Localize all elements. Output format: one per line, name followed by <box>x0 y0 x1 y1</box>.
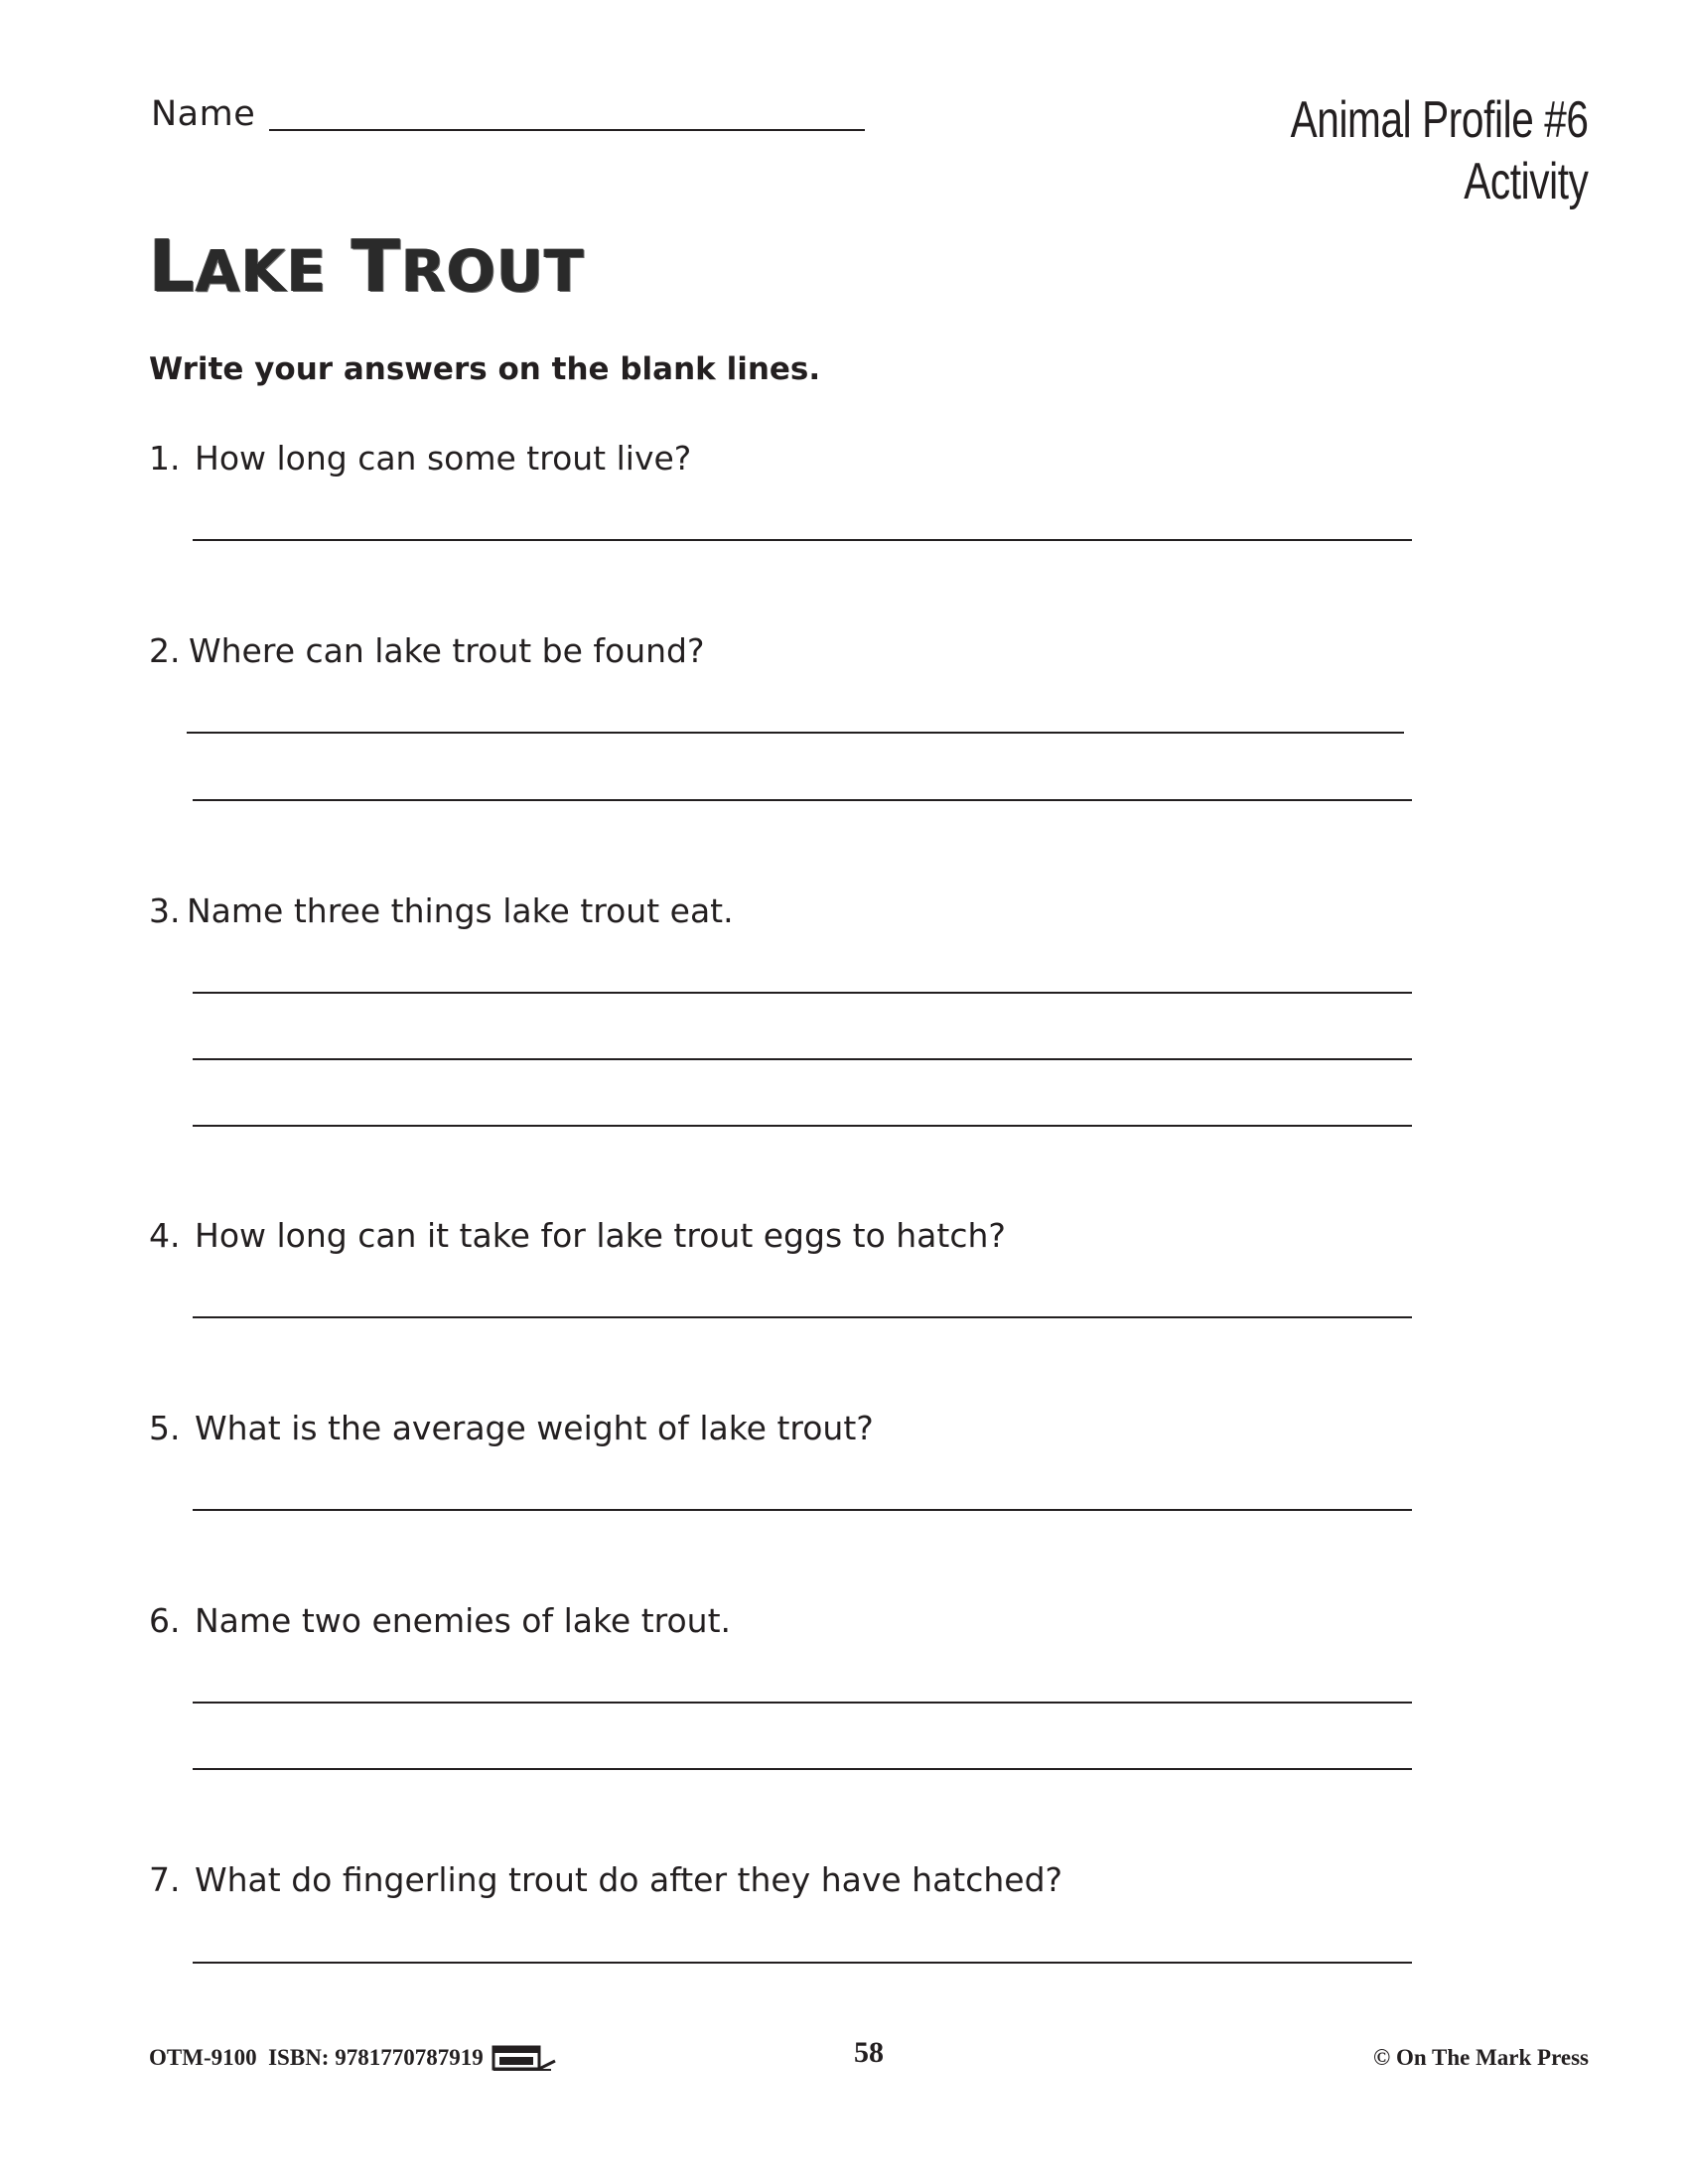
question-1 <box>149 437 691 480</box>
question-number: 5. <box>149 1409 181 1447</box>
copyright: © On The Mark Press <box>1373 2045 1589 2070</box>
title-initial-1: L <box>149 224 196 308</box>
answer-line[interactable] <box>193 1058 1412 1060</box>
product-code: OTM-9100 <box>149 2045 257 2070</box>
isbn: ISBN: 9781770787919 <box>268 2045 484 2070</box>
question-5 <box>149 1407 874 1450</box>
title-initial-2: T <box>352 224 402 308</box>
page-title <box>149 226 585 311</box>
answer-line[interactable] <box>193 799 1412 801</box>
question-text: What do fingerling trout do after they have hatched? <box>195 1860 1063 1899</box>
title-rest-1: AKE <box>195 237 328 305</box>
name-field-row <box>151 91 865 137</box>
question-3 <box>149 889 734 933</box>
question-number: 7. <box>149 1860 181 1899</box>
answer-line[interactable] <box>193 1509 1412 1511</box>
answer-line[interactable] <box>193 1125 1412 1127</box>
question-number: 4. <box>149 1216 181 1255</box>
answer-line[interactable] <box>193 539 1412 541</box>
instructions: Write your answers on the blank lines. <box>149 351 821 387</box>
book-icon <box>492 2043 559 2073</box>
question-number: 3. <box>149 891 181 930</box>
page-number: 58 <box>854 2036 884 2069</box>
answer-line[interactable] <box>193 1768 1412 1770</box>
question-text: What is the average weight of lake trout? <box>195 1409 874 1447</box>
question-6 <box>149 1599 731 1643</box>
question-text: Where can lake trout be found? <box>189 631 705 670</box>
question-text: Name three things lake trout eat. <box>187 891 734 930</box>
question-text: How long can it take for lake trout eggs to hatch? <box>195 1216 1006 1255</box>
answer-line[interactable] <box>187 732 1404 734</box>
question-text: How long can some trout live? <box>195 439 692 478</box>
profile-heading <box>1291 89 1589 212</box>
question-number: 2. <box>149 631 181 670</box>
profile-number: Animal Profile #6 <box>1291 91 1589 149</box>
answer-line[interactable] <box>193 1962 1412 1964</box>
answer-line[interactable] <box>193 1316 1412 1318</box>
name-input-line[interactable] <box>269 129 865 131</box>
profile-type: Activity <box>1464 153 1589 210</box>
answer-line[interactable] <box>193 1702 1412 1704</box>
question-4 <box>149 1214 1006 1258</box>
question-number: 1. <box>149 439 181 478</box>
question-7 <box>149 1858 1062 1902</box>
question-number: 6. <box>149 1601 181 1640</box>
name-label: Name <box>151 94 256 134</box>
question-2 <box>149 629 705 673</box>
title-rest-2: ROUT <box>401 237 585 305</box>
footer-product-info <box>149 2043 559 2073</box>
question-text: Name two enemies of lake trout. <box>195 1601 732 1640</box>
answer-line[interactable] <box>193 992 1412 994</box>
